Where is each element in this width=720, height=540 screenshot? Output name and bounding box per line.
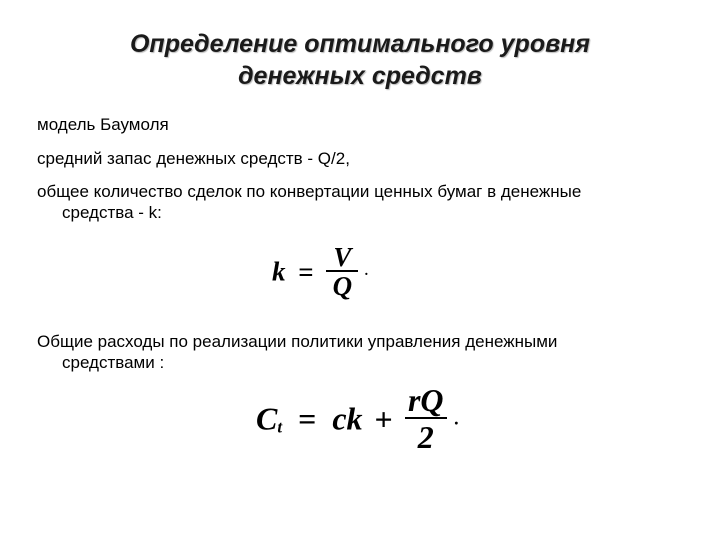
formula-k bbox=[272, 244, 369, 300]
formula-costs-denominator: 2 bbox=[417, 419, 434, 455]
deals-count-line-2: средства - k: bbox=[62, 203, 162, 222]
formula-costs-term-ck: ck bbox=[332, 400, 363, 437]
formula-costs-lhs-subscript: t bbox=[277, 417, 283, 437]
formula-costs-lhs: C bbox=[256, 400, 278, 437]
deals-count-text bbox=[37, 181, 697, 223]
formula-k-lhs: k bbox=[272, 256, 286, 287]
total-costs-text bbox=[37, 331, 697, 373]
formula-k-trail: . bbox=[365, 264, 369, 279]
slide-title-line-2: денежных средств bbox=[238, 62, 482, 90]
slide-title bbox=[0, 28, 720, 92]
deals-count-line-1: общее количество сделок по конвертации ценных бумаг в денежные bbox=[37, 182, 582, 201]
formula-costs-fraction bbox=[405, 383, 447, 455]
average-stock-text: средний запас денежных средств - Q/2, bbox=[37, 149, 350, 168]
total-costs-line-1: Общие расходы по реализации политики управления денежными bbox=[37, 332, 558, 351]
formula-k-fraction bbox=[326, 244, 358, 300]
formula-costs-plus: + bbox=[374, 400, 393, 437]
formula-k-denominator: Q bbox=[332, 271, 353, 301]
formula-costs bbox=[256, 383, 459, 455]
total-costs-line-2: средствами : bbox=[62, 353, 165, 372]
formula-k-equals: = bbox=[298, 256, 314, 287]
formula-costs-trail: . bbox=[454, 408, 460, 429]
formula-k-numerator: V bbox=[333, 242, 352, 272]
model-text: модель Баумоля bbox=[37, 115, 169, 134]
formula-costs-equals: = bbox=[298, 400, 317, 437]
formula-costs-numerator: rQ bbox=[407, 382, 444, 418]
slide-title-line-1: Определение оптимального уровня bbox=[129, 30, 591, 58]
